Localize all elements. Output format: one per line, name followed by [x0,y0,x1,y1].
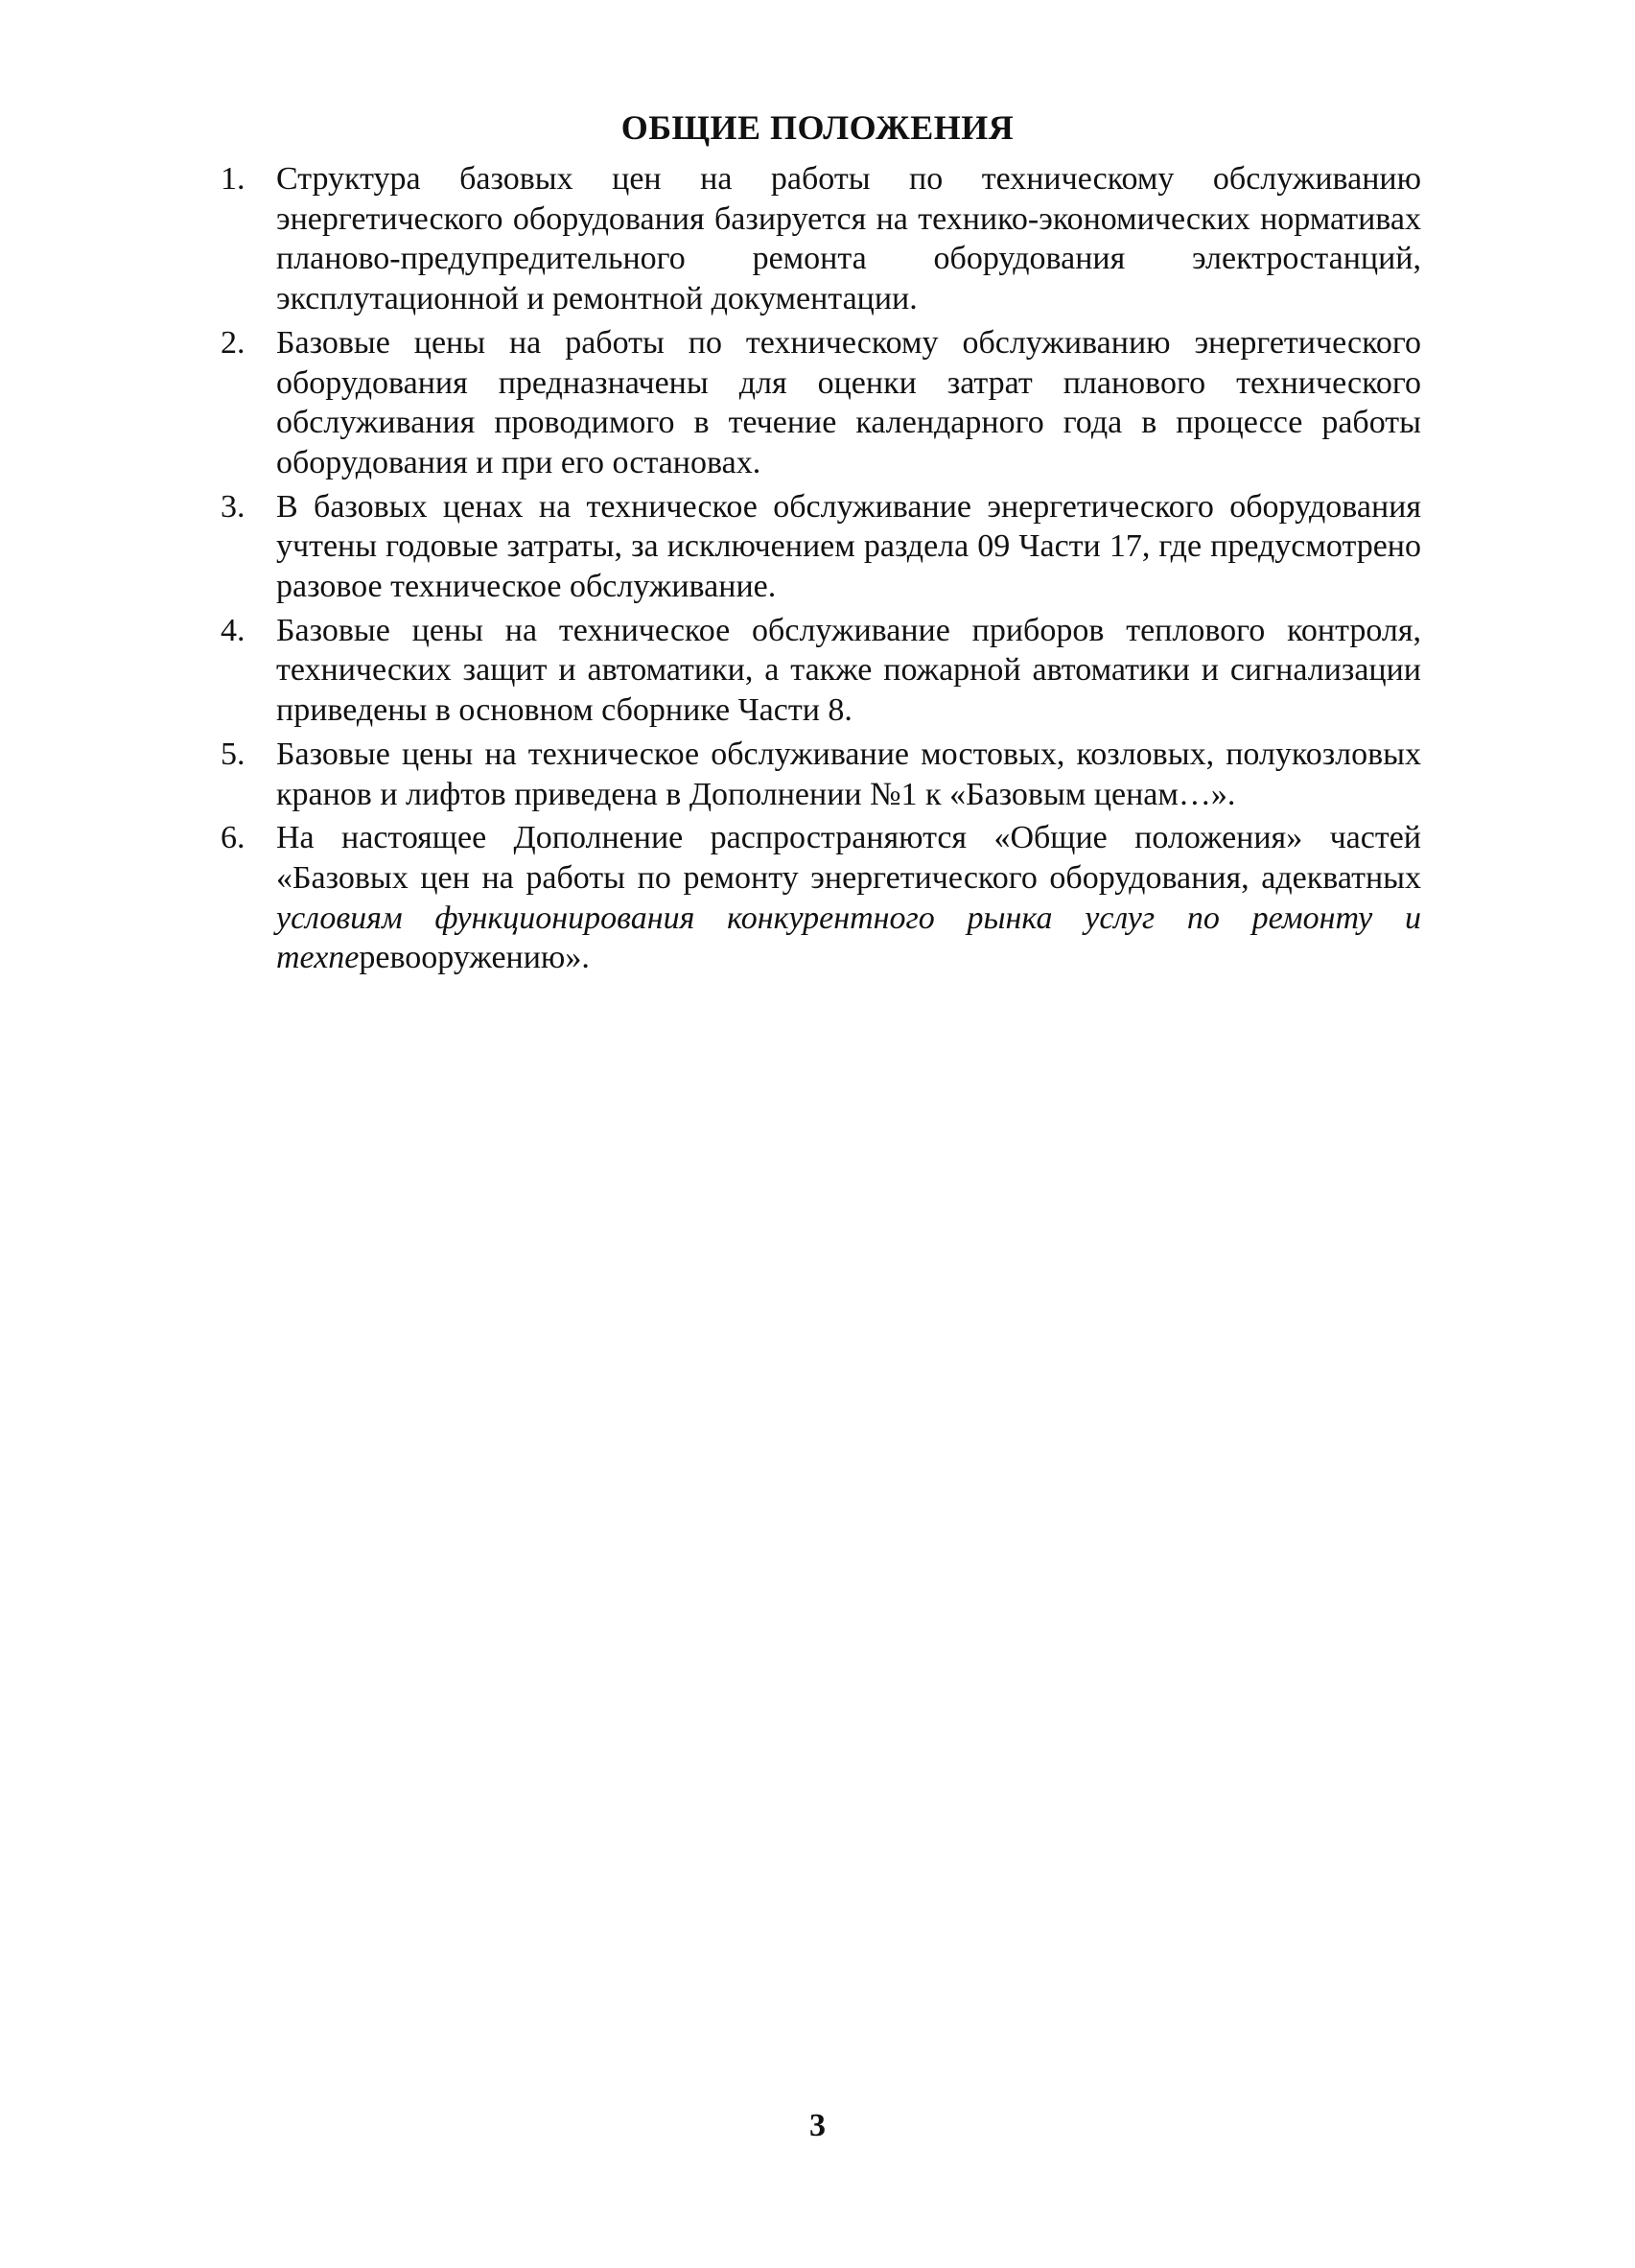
item-text [276,818,1421,978]
list-item [211,818,1421,978]
item-number: 1. [221,161,245,197]
page-number: 3 [809,2108,826,2143]
item-number: 5. [221,736,245,772]
item-text-regular: На настоящее Дополнение распространяются «Общие положения» частей «Базовых цен на работы по ремонту энергетического оборудования, адекватных [276,820,1421,896]
item-number: 4. [221,612,245,648]
item-text: Базовые цены на техническое обслуживание приборов теплового контроля, технических защит и автоматики, а также пожарной автоматики и сигнализации приведены в основном сборнике Части 8. [276,612,1421,729]
item-text: Структура базовых цен на работы по техническому обслуживанию энергетического оборудования базируется на технико-экономических нормативах планово-предупредительного ремонта оборудования электростанций, эксплутационной и ремонтной документации. [276,161,1421,317]
page-title: ОБЩИЕ ПОЛОЖЕНИЯ [620,108,1015,147]
list-item [211,159,1421,319]
list-item [211,487,1421,607]
item-text-italic: условиям функционирования конкурентного рынка услуг по ремонту и техпе [276,900,1421,976]
item-number: 3. [221,488,245,525]
item-number: 2. [221,324,245,361]
item-text: В базовых ценах на техническое обслуживание энергетического оборудования учтены годовые затраты, за исключением раздела 09 Части 17, где предусмотрено разовое техническое обслуживание. [276,488,1421,605]
item-text: Базовые цены на работы по техническому обслуживанию энергетического оборудования предназначены для оценки затрат планового технического обслуживания проводимого в течение календарного года в процессе работы оборудования и при его остановах. [276,324,1421,480]
item-number: 6. [221,820,245,856]
item-text-end: ревооружению». [359,940,590,976]
provisions-list [211,159,1421,982]
list-item [211,611,1421,731]
list-item [211,323,1421,483]
list-item [211,735,1421,814]
item-text: Базовые цены на техническое обслуживание мостовых, козловых, полукозловых кранов и лифтов приведена в Дополнении №1 к «Базовым ценам…». [276,736,1421,812]
